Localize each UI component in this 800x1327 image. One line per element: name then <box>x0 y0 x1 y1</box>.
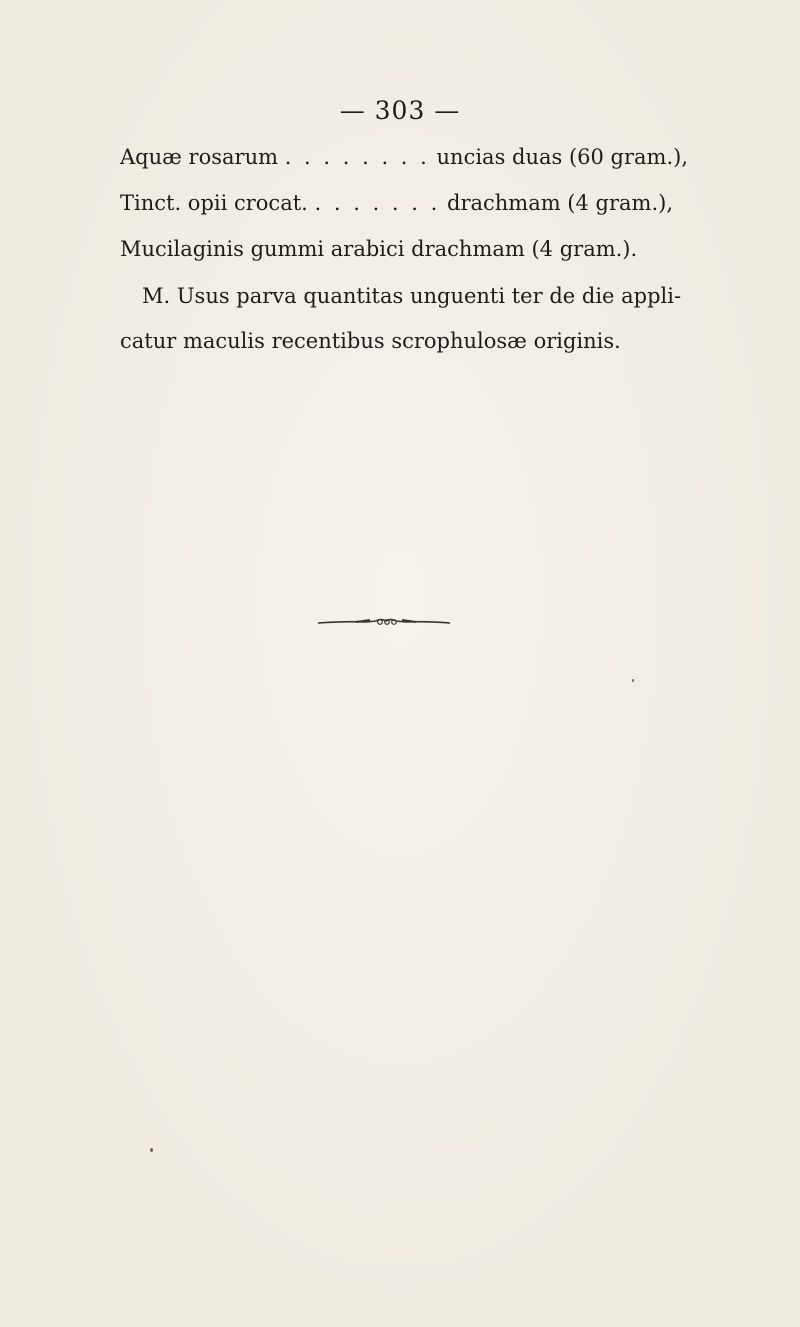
page-number: — 303 — <box>339 96 461 125</box>
recipe-line-tinct <box>120 193 673 214</box>
paper-speck <box>632 679 634 682</box>
leader-dots: . . . . . . . <box>314 191 441 215</box>
ingredient-amount: drachmam (4 gram.), <box>447 191 673 215</box>
instruction-line-2: catur maculis recentibus scrophulosæ originis. <box>120 329 621 353</box>
ingredient-name: Aquæ rosarum <box>120 145 279 169</box>
recipe-line-aquae <box>120 147 688 168</box>
paper-speck <box>150 1148 153 1152</box>
fleuron-ornament-icon <box>316 617 456 627</box>
ingredient-amount: uncias duas (60 gram.), <box>436 145 689 169</box>
leader-dots: . . . . . . . . <box>284 145 430 169</box>
instruction-line-1: M. Usus parva quantitas unguenti ter de die appli- <box>142 284 682 308</box>
recipe-line-mucilaginis: Mucilaginis gummi arabici drachmam (4 gram.). <box>120 237 638 261</box>
ingredient-name: Tinct. opii crocat. <box>120 191 308 215</box>
